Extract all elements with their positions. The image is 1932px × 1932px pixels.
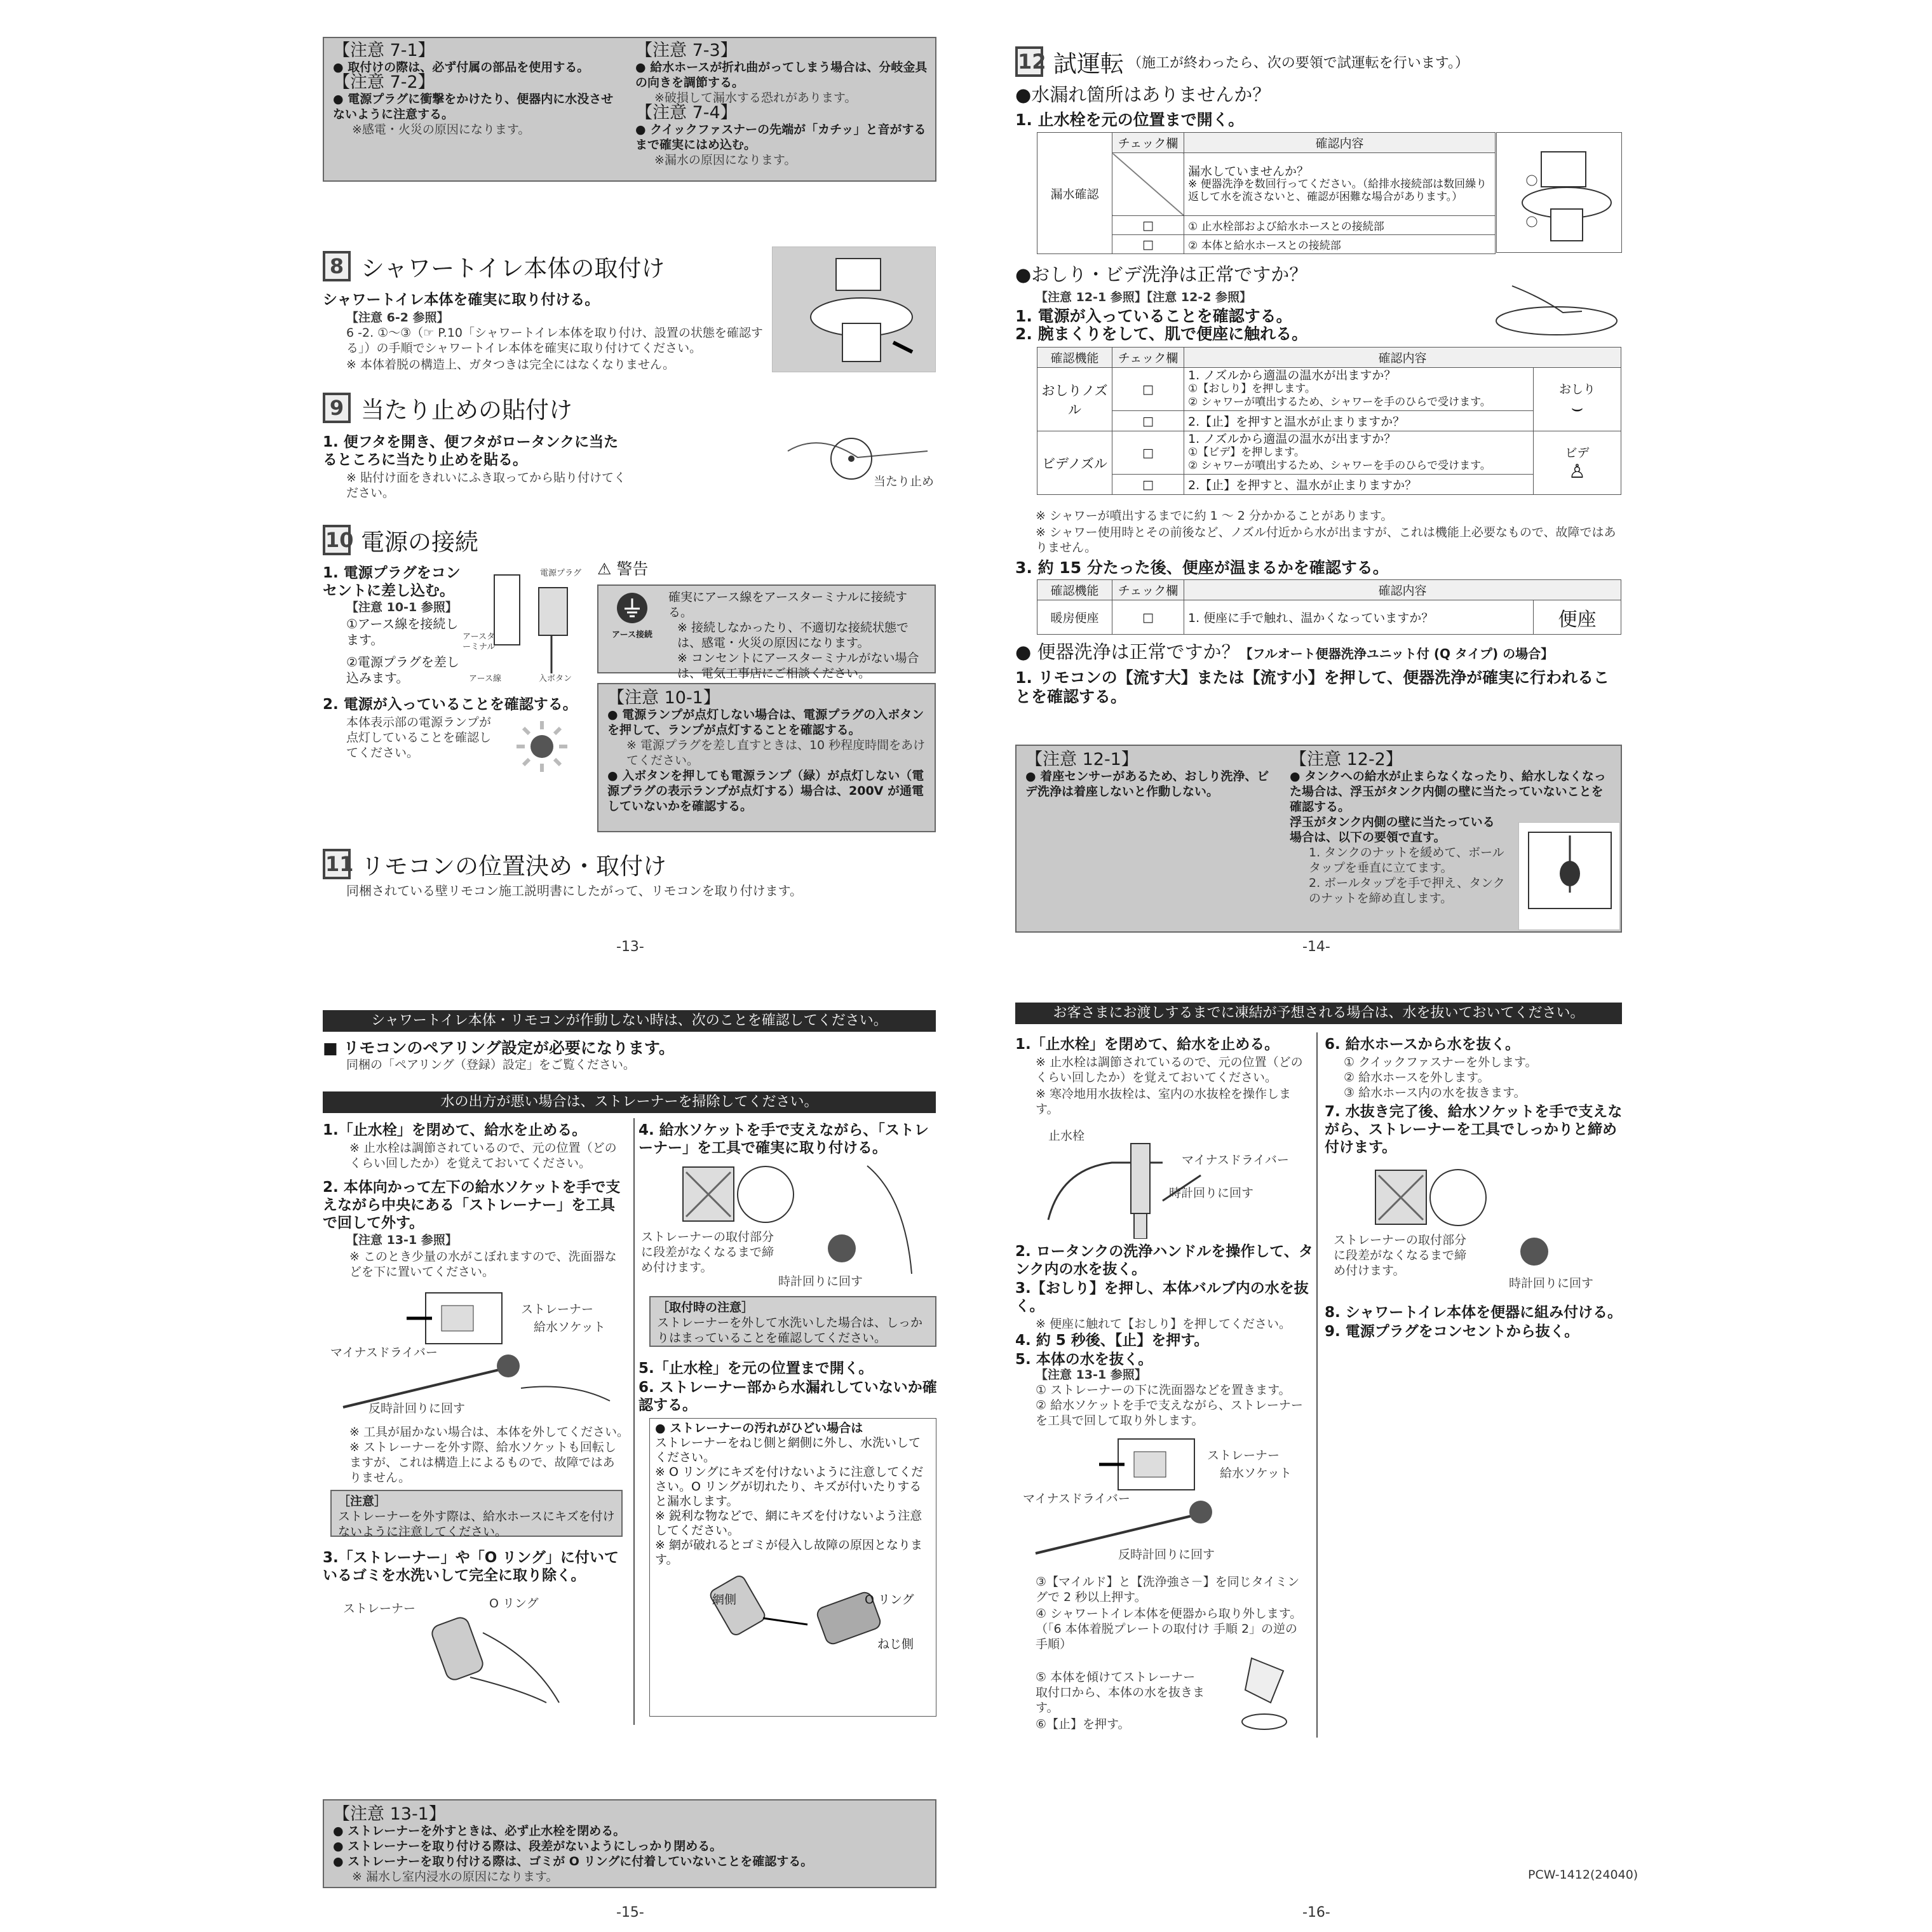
tank-illustration [1518, 822, 1620, 930]
outlet-label-plug: 電源プラグ [540, 569, 582, 578]
bidet-check-2b[interactable]: □ [1112, 475, 1184, 495]
bidet-refs: 【注意 12-1 参照】【注意 12-2 参照】 [1036, 290, 1252, 304]
outlet-label-button: 入ボタン [539, 674, 572, 684]
leak-c3: ② 本体と給水ホースとの接続部 [1184, 235, 1496, 254]
section-9-line1: 1. 便フタを開き、便フタがロータンクに当たるところに当たり止めを貼る。 [323, 434, 619, 468]
section-10-step1a: ①アース線を接続します。 [346, 616, 459, 647]
p16-strainer-removal-illustration [1023, 1433, 1315, 1566]
p16-step8: 8. シャワートイレ本体を便器に組み付ける。 [1325, 1304, 1623, 1321]
flush-question [1015, 643, 1625, 663]
outlet-label-terminal: アースターミナル [463, 632, 496, 652]
strainer-install-illustration [638, 1159, 937, 1287]
power-lamp-icon [513, 718, 571, 775]
caution-12-1-text: ● 着座センサーがあるため、おしり洗浄、ビデ洗浄は着座しないと作動しない。 [1025, 769, 1269, 799]
p15-step5: 5.「止水栓」を元の位置まで開く。 [638, 1360, 874, 1377]
p16-step5-a: ① ストレーナーの下に洗面器などを置きます。 [1036, 1383, 1291, 1397]
section-8-step: 6 -2. ①〜③（☞ P.10「シャワートイレ本体を取り付け、設置の状態を確認する」）の手順でシャワートイレ本体を確実に取り付けてください。 [346, 326, 763, 355]
bidet-r1-icon-label: おしり [1558, 382, 1595, 396]
caution-12-2-text2: 浮玉がタンク内側の壁に当たっている場合は、以下の要領で直す。 [1290, 815, 1495, 844]
caution-10-1-box [597, 683, 936, 832]
toilet-side-icon [1497, 133, 1621, 252]
bidet-note1: ※ シャワーが噴出するまでに約 1 〜 2 分かかることがあります。 [1036, 509, 1393, 523]
p15-step2-note: ※ このとき少量の水がこぼれますので、洗面器などを下に置いてください。 [349, 1250, 617, 1279]
bidet-check-1b[interactable]: □ [1112, 411, 1184, 431]
p15-caution-text: ストレーナーを外す際は、給水ホースにキズを付けないように注意してください。 [338, 1510, 615, 1539]
p15-dirt-note2: ※ 鋭利な物などで、網にキズを付けないよう注意してください。 [655, 1509, 922, 1537]
caution-12-box [1015, 745, 1622, 933]
bidet-wash-icon: ♙ [1569, 460, 1586, 483]
bidet-th-check: チェック欄 [1112, 348, 1184, 368]
strainer-parts-illustration [655, 1567, 931, 1656]
flush-question-sub: 【フルオート便器洗浄ユニット付 (Q タイプ) の場合】 [1240, 646, 1554, 661]
warning-line3: ※ コンセントにアースターミナルがない場合は、電気工事店にご相談ください。 [677, 651, 919, 680]
flush-step1: 1. リモコンの【流す大】または【流す小】を押して、便器洗浄が確実に行われることを確認する。 [1015, 668, 1610, 706]
bumper-illustration [781, 432, 937, 496]
p16-step5-f: ⑥【止】を押す。 [1036, 1717, 1130, 1731]
p15-install-caution-box [649, 1296, 936, 1347]
p16-step5-e: ⑤ 本体を傾けてストレーナー取付口から、本体の水を抜きます。 [1036, 1670, 1205, 1715]
section-8-ref: 【注意 6-2 参照】 [346, 311, 449, 325]
p16-step6-a: ① クイックファスナーを外します。 [1344, 1055, 1537, 1069]
drain-illustration [1233, 1652, 1309, 1734]
p16-step6-b: ② 給水ホースを外します。 [1344, 1071, 1490, 1084]
img1-ccw-label: 反時計回りに回す [368, 1402, 466, 1415]
p16-step6-c: ③ 給水ホース内の水を抜きます。 [1344, 1086, 1526, 1100]
p16-img1-stopcock-label: 止水栓 [1048, 1129, 1085, 1143]
p16-img2-socket-label: 給水ソケット [1220, 1466, 1292, 1480]
hand-illustration [1487, 273, 1620, 340]
section-10-step2: 2. 電源が入っていることを確認する。 [323, 696, 578, 713]
caution-7-1-text: ● 取付けの際は、必ず付属の部品を使用する。 [333, 60, 590, 74]
img4-screw-label: ねじ側 [877, 1637, 914, 1651]
p16-step5-ref: 【注意 13-1 参照】 [1036, 1368, 1147, 1382]
p15-step4: 4. 給水ソケットを手で支えながら、「ストレーナー」を工具で確実に取り付ける。 [638, 1122, 929, 1156]
bidet-th-func: 確認機能 [1037, 348, 1112, 368]
p15-step2-ref: 【注意 13-1 参照】 [346, 1233, 457, 1247]
section-9-note: ※ 貼付け面をきれいにふき取ってから貼り付けてください。 [346, 471, 626, 500]
p16-img3-cw-label: 時計回りに回す [1509, 1276, 1594, 1290]
leak-step1: 1. 止水栓を元の位置まで開く。 [1015, 111, 1245, 129]
p15-install-caution-text: ストレーナーを外して水洗いした場合は、しっかりはまっていることを確認してください。 [657, 1316, 923, 1345]
p16-step1-note1: ※ 止水栓は調節されているので、元の位置（どのくらい回したか）を覚えておいてください。 [1036, 1055, 1303, 1084]
bidet-r2a2: ② シャワーが噴出するため、シャワーを手のひらで受けます。 [1188, 459, 1491, 472]
section-8-line1: シャワートイレ本体を確実に取り付ける。 [323, 292, 600, 308]
caution-10-1-b2: ● 入ボタンを押しても電源ランプ（緑）が点灯しない（電源プラグの表示ランプが点灯する）場合は、200V が通電していないかを確認する。 [607, 769, 924, 813]
document-code: PCW-1412(24040) [1528, 1868, 1638, 1882]
leak-row-label: 漏水確認 [1037, 133, 1112, 254]
warning-line1: 確実にアース線をアースターミナルに接続する。 [668, 590, 908, 619]
seat-row-label: 暖房便座 [1037, 600, 1112, 635]
section-8-note: ※ 本体着脱の構造上、ガタつきは完全にはなくなりません。 [346, 358, 675, 372]
bidet-row2-label: ビデノズル [1037, 431, 1112, 495]
bidet-check-table [1037, 347, 1621, 495]
caution-13-1-sub: ※ 漏水し室内浸水の原因になります。 [352, 1870, 558, 1884]
strainer-removal-illustration [330, 1287, 623, 1420]
p15-step6: 6. ストレーナー部から水漏れしていないか確認する。 [638, 1379, 937, 1414]
section-11-heading: リモコンの位置決め・取付け [361, 853, 666, 880]
p16-step1: 1.「止水栓」を閉めて、給水を止める。 [1015, 1036, 1280, 1053]
img3-tighten-label: ストレーナーの取付部分に段差がなくなるまで締め付けます。 [641, 1230, 774, 1274]
bidet-r1a2: ② シャワーが噴出するため、シャワーを手のひらで受けます。 [1188, 396, 1491, 409]
pairing-heading: ■ リモコンのペアリング設定が必要になります。 [323, 1039, 675, 1057]
p15-step1: 1.「止水栓」を閉めて、給水を止める。 [323, 1122, 587, 1138]
caution-13-1-b2: ● ストレーナーを取り付ける際は、段差がないようにしっかり閉める。 [333, 1839, 722, 1853]
caution-12-2-s2: 2. ボールタップを手で押え、タンクのナットを締め直します。 [1309, 876, 1505, 905]
p16-img3-tighten-label: ストレーナーの取付部分に段差がなくなるまで締め付けます。 [1334, 1233, 1467, 1278]
p15-dirt-box [649, 1418, 936, 1717]
p15-step2-note2: ※ 工具が届かない場合は、本体を外してください。 [349, 1425, 629, 1439]
p16-step5-b: ② 給水ソケットを手で支えながら、ストレーナーを工具で回して取り外します。 [1036, 1398, 1303, 1428]
leak-c1-note: ※ 便器洗浄を数回行ってください。（給排水接続部は数回繰り返して水を流さないと、確認が困難な場合があります。） [1188, 178, 1487, 203]
p16-step7: 7. 水抜き完了後、給水ソケットを手で支えながら、ストレーナーを工具でしっかりと締め付けます。 [1325, 1104, 1623, 1156]
leak-th-content: 確認内容 [1184, 133, 1496, 153]
p16-step5-d: ④ シャワートイレ本体を便器から取り外します。（「6 本体着脱プレートの取付け 手順 2」の逆の手順） [1036, 1607, 1302, 1651]
p15-dirt-note3: ※ 網が破れるとゴミが侵入し故障の原因となります。 [655, 1538, 922, 1567]
section-10-ref: 【注意 10-1 参照】 [346, 600, 457, 614]
section-12-number: 12 [1015, 46, 1043, 77]
img1-socket-label: 給水ソケット [534, 1320, 605, 1334]
leak-check-1[interactable]: □ [1112, 216, 1184, 235]
tank-float-icon [1519, 823, 1619, 929]
bidet-r1b: 2.【止】を押すと温水が止まりますか？ [1184, 411, 1534, 431]
p15-step2: 2. 本体向かって左下の給水ソケットを手で支えながら中央にある「ストレーナー」を工具で回して外す。 [323, 1179, 621, 1231]
caution-7-4-sub: ※漏水の原因になります。 [654, 153, 797, 167]
img1-strainer-label: ストレーナー [521, 1302, 594, 1316]
p15-step3: 3.「ストレーナー」や「O リング」に付いているゴミを水洗いして完全に取り除く。 [323, 1550, 619, 1584]
section-9-heading: 当たり止めの貼付け [361, 396, 572, 424]
caution-7-2-text: ● 電源プラグに衝撃をかけたり、便器内に水没させないように注意する。 [333, 92, 614, 121]
flush-question-main: ● 便器洗浄は正常ですか？ [1015, 641, 1240, 663]
p16-step6: 6. 給水ホースから水を抜く。 [1325, 1036, 1520, 1053]
bidet-step2: 2. 腕まくりをして、肌で便座に触れる。 [1015, 325, 1308, 343]
section-12-title [1015, 44, 1469, 79]
page-16-number: -16- [1302, 1905, 1330, 1921]
caution-13-1-b1: ● ストレーナーを外すときは、必ず止水栓を閉める。 [333, 1824, 626, 1838]
p16-column-divider [1316, 1032, 1318, 1738]
bidet-r2a1: ①【ビデ】を押します。 [1188, 446, 1305, 459]
warning-title: ⚠ 警告 [597, 560, 649, 578]
seat-check-table [1037, 579, 1621, 635]
caution-7-box [323, 37, 936, 182]
caution-7-4-title: 【注意 7-4】 [635, 103, 738, 123]
seat-th-content: 確認内容 [1184, 580, 1621, 600]
caution-12-2-text: ● タンクへの給水が止まらなくなったり、給水しなくなった場合は、浮玉がタンク内側の壁に当たっていないことを確認する。 [1290, 769, 1606, 814]
p16-img2-strainer-label: ストレーナー [1207, 1449, 1280, 1463]
p15-install-caution-title: ［取付時の注意］ [657, 1300, 754, 1314]
p16-img2-driver-label: マイナスドライバー [1023, 1492, 1130, 1506]
drain-bowl-icon [1233, 1652, 1309, 1734]
pairing-text: 同梱の「ペアリング（登録）設定」をご覧ください。 [346, 1058, 635, 1072]
earth-ground-icon [616, 592, 648, 624]
p16-img1-driver-label: マイナスドライバー [1182, 1153, 1289, 1167]
p16-step2: 2. ロータンクの洗浄ハンドルを操作して、タンク内の水を抜く。 [1015, 1243, 1313, 1278]
leak-check-2[interactable]: □ [1112, 235, 1184, 254]
rear-wash-icon: ⌣ [1571, 396, 1584, 419]
caution-10-1-title: 【注意 10-1】 [607, 688, 720, 708]
bumper-label: 当たり止め [874, 475, 935, 489]
p16-step5: 5. 本体の水を抜く。 [1015, 1351, 1153, 1368]
section-10-step1: 1. 電源プラグをコンセントに差し込む。 [323, 565, 461, 599]
p16-header-bar: お客さまにお渡しするまでに凍結が予想される場合は、水を抜いておいてください。 [1015, 1003, 1622, 1024]
caution-13-1-box [323, 1799, 936, 1888]
earth-icon-wrap [604, 592, 661, 643]
p15-step2-note3: ※ ストレーナーを外す際、給水ソケットも回転しますが、これは構造上によるもので、故障ではありません。 [349, 1440, 616, 1485]
p15-caution-box [330, 1490, 623, 1537]
toilet-body-illustration [772, 247, 936, 372]
bidet-check-2a[interactable]: □ [1112, 431, 1184, 475]
section-10-step1b: ②電源プラグを差し込みます。 [346, 654, 459, 686]
caution-12-2-s1: 1. タンクのナットを緩めて、ボールタップを垂直に立てます。 [1309, 846, 1504, 875]
caution-7-2-title: 【注意 7-2】 [333, 72, 435, 92]
section-10-heading: 電源の接続 [361, 529, 478, 556]
caution-7-1-title: 【注意 7-1】 [333, 41, 435, 60]
caution-7-3-text: ● 給水ホースが折れ曲がってしまう場合は、分岐金具の向きを調節する。 [635, 60, 928, 90]
bidet-r2b: 2.【止】を押すと、温水が止まりますか？ [1184, 475, 1534, 495]
bidet-check-1a[interactable]: □ [1112, 368, 1184, 411]
caution-13-1-title: 【注意 13-1】 [333, 1804, 446, 1824]
bidet-r2a: 1. ノズルから適温の温水が出ますか？ [1188, 432, 1396, 446]
section-10-title [323, 523, 478, 557]
seat-th-func: 確認機能 [1037, 580, 1112, 600]
p16-step3: 3.【おしり】を押し、本体バルブ内の水を抜く。 [1015, 1280, 1309, 1314]
caution-7-4-text: ● クイックファスナーの先端が「カチッ」と音がするまで確実にはめ込む。 [635, 123, 926, 152]
caution-12-2-title: 【注意 12-2】 [1290, 750, 1403, 769]
p15-caution-title: ［注意］ [338, 1494, 387, 1508]
earth-icon-label: アース接続 [612, 630, 652, 640]
page-15-number: -15- [616, 1905, 644, 1921]
img2-oring-label: O リング [489, 1597, 539, 1611]
page-13-number: -13- [616, 939, 644, 955]
img1-driver-label: マイナスドライバー [330, 1346, 438, 1360]
bidet-note2: ※ シャワー使用時とその前後など、ノズル付近から水が出ますが、これは機能上必要なもので、故障ではありません。 [1036, 525, 1616, 555]
p16-step3-note: ※ 便座に触れて【おしり】を押してください。 [1036, 1317, 1291, 1331]
bidet-step1: 1. 電源が入っていることを確認する。 [1015, 307, 1292, 325]
p15-header-bar-2: 水の出方が悪い場合は、ストレーナーを掃除してください。 [323, 1091, 936, 1113]
leak-th-check: チェック欄 [1112, 133, 1184, 153]
p15-dirt-title: ● ストレーナーの汚れがひどい場合は [655, 1421, 863, 1435]
p15-header-bar-1: シャワートイレ本体・リモコンが作動しない時は、次のことを確認してください。 [323, 1010, 936, 1032]
seat-content: 1. 便座に手で触れ、温かくなっていますか？ [1184, 600, 1534, 635]
section-10-number: 10 [323, 525, 351, 555]
section-8-number: 8 [323, 251, 351, 281]
p15-column-divider [633, 1118, 635, 1725]
section-12-sub: （施工が終わったら、次の要領で試運転を行います。） [1128, 55, 1469, 71]
toilet-icon [773, 247, 935, 372]
section-8-title [323, 249, 665, 283]
img3-cw-label: 時計回りに回す [778, 1274, 863, 1288]
caution-10-1-b1: ● 電源ランプが点灯しない場合は、電源プラグの入ボタンを押して、ランプが点灯することを確認する。 [607, 708, 924, 737]
section-10-step2-text: 本体表示部の電源ランプが点灯していることを確認してください。 [346, 715, 492, 760]
section-11-line1: 同梱されている壁リモコン施工説明書にしたがって、リモコンを取り付けます。 [346, 883, 802, 898]
img4-oring-label: O リング [865, 1593, 914, 1607]
p16-step1-note2: ※ 寒冷地用水抜栓は、室内の水抜栓を操作します。 [1036, 1087, 1291, 1116]
seat-th-check: チェック欄 [1112, 580, 1184, 600]
caution-12-1-title: 【注意 12-1】 [1025, 750, 1138, 769]
p15-dirt-note1: ※ O リングにキズを付けないように注意してください。O リングが切れたり、キズが付いたりすると漏水します。 [655, 1465, 924, 1508]
p15-dirt-text: ストレーナーをねじ側と網側に外し、水洗いしてください。 [655, 1436, 921, 1464]
bidet-th-content: 確認内容 [1184, 348, 1621, 368]
img2-strainer-label: ストレーナー [343, 1602, 416, 1616]
caution-13-1-b3: ● ストレーナーを取り付ける際は、ゴミが O リングに付着していないことを確認する。 [333, 1854, 813, 1868]
p16-step5-c: ③【マイルド】と【洗浄強さ－】を同じタイミングで 2 秒以上押す。 [1036, 1575, 1300, 1604]
seat-step3: 3. 約 15 分たった後、便座が温まるかを確認する。 [1015, 558, 1389, 577]
p16-img1-cw-label: 時計回りに回す [1169, 1186, 1254, 1200]
section-9-title [323, 391, 572, 425]
section-11-title [323, 847, 666, 881]
seat-icon-label: 便座 [1534, 600, 1621, 635]
leak-c1: 漏水していませんか？ [1188, 165, 1309, 179]
leak-question: ●水漏れ箇所はありませんか？ [1015, 84, 1271, 105]
caution-7-3-title: 【注意 7-3】 [635, 41, 738, 60]
bidet-row1-label: おしりノズル [1037, 368, 1112, 431]
img4-mesh-label: 網側 [712, 1593, 737, 1607]
page-14-number: -14- [1302, 939, 1330, 955]
outlet-label-earth: アース線 [469, 674, 501, 684]
hand-on-seat-icon [1487, 273, 1620, 340]
section-11-number: 11 [323, 849, 351, 879]
leak-check-table [1037, 132, 1496, 254]
p16-step4: 4. 約 5 秒後、【止】を押す。 [1015, 1332, 1209, 1349]
section-9-number: 9 [323, 393, 351, 423]
leak-toilet-illustration [1496, 132, 1622, 253]
p16-img2-ccw-label: 反時計回りに回す [1118, 1548, 1215, 1562]
p16-strainer-install-illustration [1331, 1163, 1623, 1290]
seat-check[interactable]: □ [1112, 600, 1184, 635]
p16-step9: 9. 電源プラグをコンセントから抜く。 [1325, 1323, 1579, 1340]
warning-box [597, 584, 936, 680]
strainer-wash-illustration [343, 1588, 572, 1706]
section-12-heading: 試運転 [1053, 50, 1124, 78]
stopcock-illustration [1036, 1125, 1309, 1239]
bidet-r1a: 1. ノズルから適温の温水が出ますか？ [1188, 368, 1396, 382]
outlet-illustration [463, 562, 590, 686]
caution-10-1-s1: ※ 電源プラグを差し直すときは、10 秒程度時間をあけてください。 [626, 738, 926, 767]
bidet-r1a1: ①【おしり】を押します。 [1188, 382, 1316, 395]
section-8-heading: シャワートイレ本体の取付け [361, 255, 665, 282]
caution-7-3-sub: ※破損して漏水する恐れがあります。 [654, 91, 857, 105]
bidet-r2-icon-label: ビデ [1565, 445, 1590, 460]
bidet-question: ●おしり・ビデ洗浄は正常ですか？ [1015, 264, 1308, 285]
leak-c2: ① 止水栓部および給水ホースとの接続部 [1184, 216, 1496, 235]
caution-7-2-sub: ※感電・火災の原因になります。 [352, 123, 530, 137]
p15-step1-note: ※ 止水栓は調節されているので、元の位置（どのくらい回したか）を覚えておいてください。 [349, 1141, 617, 1170]
warning-line2: ※ 接続しなかったり、不適切な接続状態では、感電・火災の原因になります。 [677, 621, 909, 650]
